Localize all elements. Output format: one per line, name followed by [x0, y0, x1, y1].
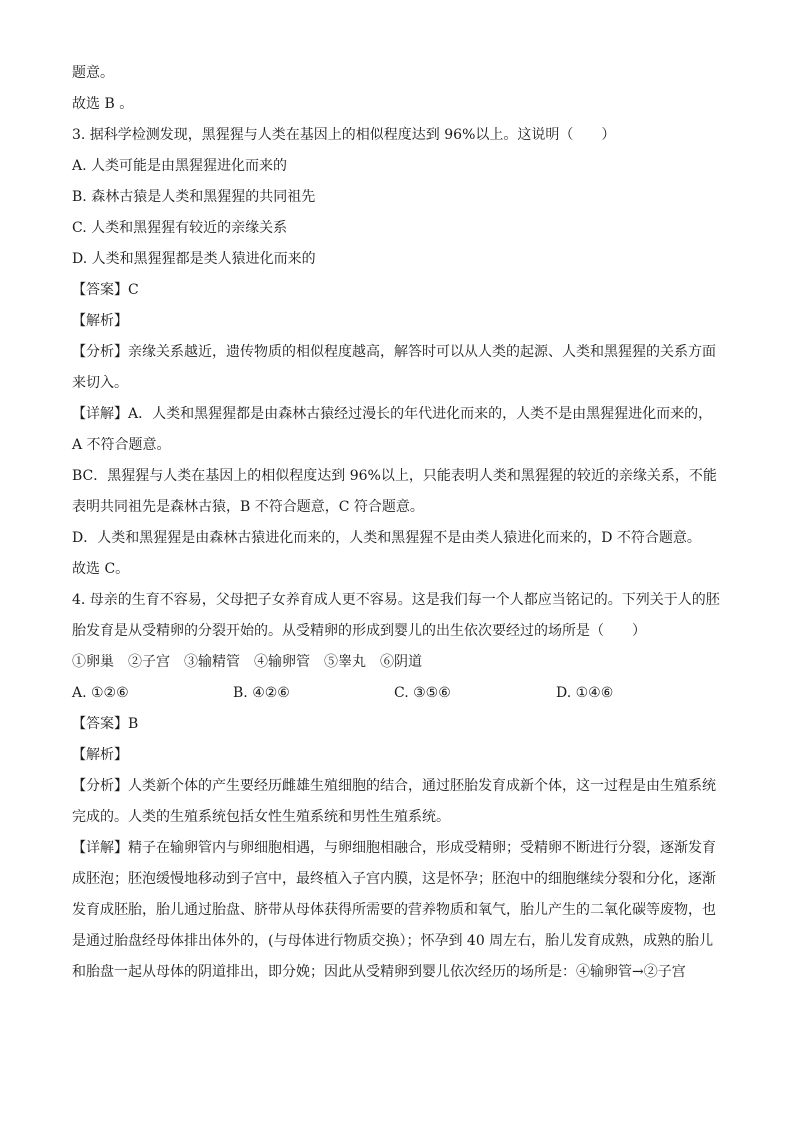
detail-text: 【详解】精子在输卵管内与卵细胞相遇，与卵细胞相融合，形成受精卵；受精卵不断进行分裂，逐渐发育: [72, 840, 716, 856]
text-line: 题意。: [72, 65, 114, 81]
conclusion-text: 故选 C。: [72, 561, 130, 577]
question-3-option-c: C. 人类和黑猩猩有较近的亲缘关系: [72, 220, 288, 236]
question-4-option-b: B. ④②⑥: [233, 685, 290, 701]
detail-text: 【详解】A．人类和黑猩猩都是由森林古猿经过漫长的年代进化而来的，人类不是由黑猩猩进化而来的，: [72, 406, 713, 422]
detail-text: 表明共同祖先是森林古猿，B 不符合题意，C 符合题意。: [72, 499, 424, 515]
question-3-option-b: B. 森林古猿是人类和黑猩猩的共同祖先: [72, 189, 316, 205]
question-3-option-d: D. 人类和黑猩猩都是类人猿进化而来的: [72, 251, 316, 267]
analysis-label: 【解析】: [72, 747, 128, 763]
analysis-text: 【分析】人类新个体的产生要经历雌雄生殖细胞的结合，通过胚胎发育成新个体，这一过程是由生殖系统: [72, 778, 716, 794]
question-4-stem: 4. 母亲的生育不容易，父母把子女养育成人更不容易。这是我们每一个人都应当铭记的。下列关于人的胚: [72, 592, 720, 608]
detail-text: 成胚泡；胚泡缓慢地移动到子宫中，最终植入子宫内膜，这是怀孕；胚泡中的细胞继续分裂和分化，逐渐: [72, 871, 716, 887]
detail-text: A 不符合题意。: [72, 437, 171, 453]
analysis-label: 【解析】: [72, 313, 128, 329]
question-4-option-c: C. ③⑤⑥: [394, 685, 451, 701]
answer-label: 【答案】B: [72, 716, 139, 732]
document-page: [72, 58, 722, 988]
text-line: 故选 B 。: [72, 96, 134, 112]
detail-text: 发育成胚胎，胎儿通过胎盘、脐带从母体获得所需要的营养物质和氧气，胎儿产生的二氧化碳等废物，也: [72, 902, 716, 918]
question-4-option-d: D. ①④⑥: [556, 685, 614, 701]
question-4-stem: 胎发育是从受精卵的分裂开始的。从受精卵的形成到婴儿的出生依次要经过的场所是（ ）: [72, 623, 646, 639]
answer-label: 【答案】C: [72, 282, 139, 298]
detail-text: 和胎盘一起从母体的阴道排出，即分娩；因此从受精卵到婴儿依次经历的场所是：④输卵管→②子宫: [72, 964, 686, 980]
detail-text: BC．黑猩猩与人类在基因上的相似程度达到 96%以上，只能表明人类和黑猩猩的较近的亲缘关系，不能: [72, 468, 717, 484]
analysis-text: 完成的。人类的生殖系统包括女性生殖系统和男性生殖系统。: [72, 809, 450, 825]
question-3-stem: 3. 据科学检测发现，黑猩猩与人类在基因上的相似程度达到 96%以上。这说明（ ）: [72, 127, 616, 143]
question-3-option-a: A. 人类可能是由黑猩猩进化而来的: [72, 158, 288, 174]
analysis-text: 来切入。: [72, 375, 128, 391]
question-4-items: ①卵巢 ②子宫 ③输精管 ④输卵管 ⑤睾丸 ⑥阴道: [72, 654, 422, 670]
question-4-options: [72, 678, 722, 709]
analysis-text: 【分析】亲缘关系越近，遗传物质的相似程度越高，解答时可以从人类的起源、人类和黑猩猩的关系方面: [72, 344, 716, 360]
question-4-option-a: A. ①②⑥: [72, 685, 129, 701]
detail-text: 是通过胎盘经母体排出体外的，(与母体进行物质交换）；怀孕到 40 周左右，胎儿发育成熟，成熟的胎儿: [72, 933, 714, 949]
detail-text: D．人类和黑猩猩是由森林古猿进化而来的，人类和黑猩猩不是由类人猿进化而来的，D 不符合题意。: [72, 530, 701, 546]
